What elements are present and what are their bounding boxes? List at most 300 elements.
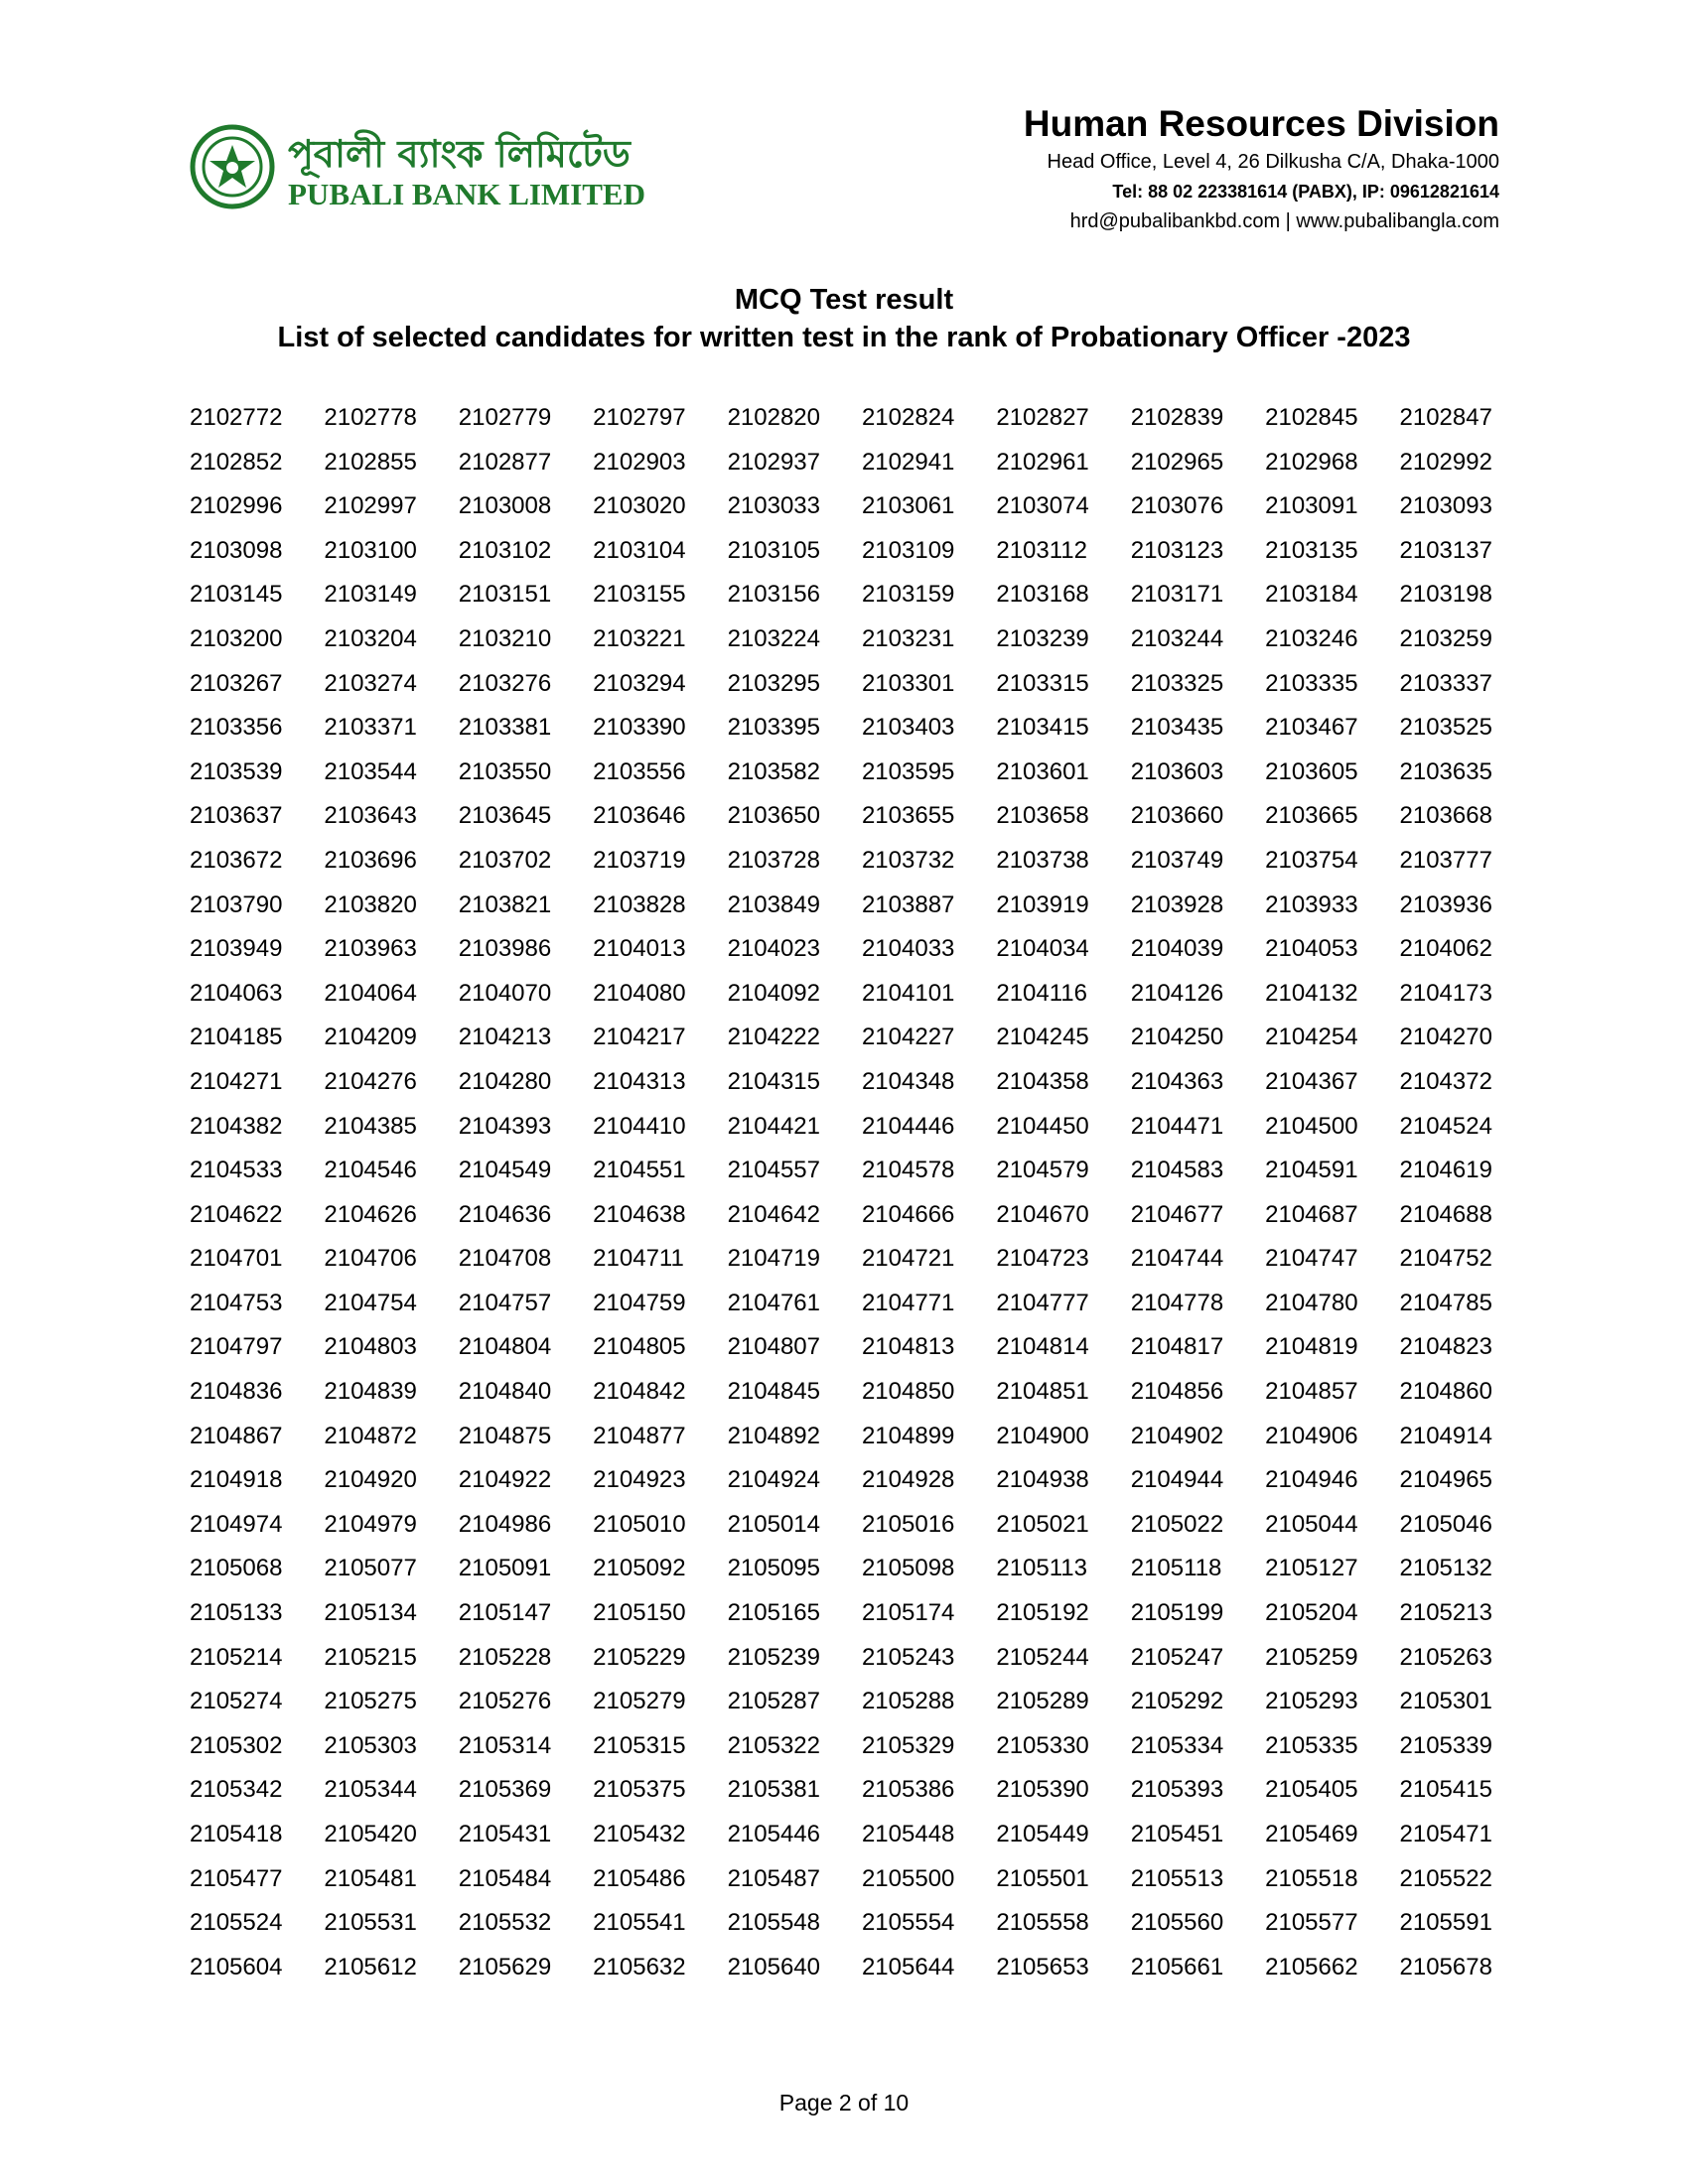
candidate-roll-number: 2103696 [324, 846, 417, 874]
candidate-roll-number: 2105068 [190, 1555, 283, 1582]
candidate-roll-number: 2103112 [996, 536, 1087, 564]
candidate-roll-number: 2103646 [593, 802, 686, 830]
candidate-roll-number: 2104250 [1130, 1024, 1224, 1051]
candidate-roll-number: 2103231 [861, 624, 955, 652]
candidate-roll-number: 2103933 [1265, 890, 1358, 918]
candidate-row [190, 1237, 1540, 1282]
candidate-roll-number: 2105604 [190, 1953, 283, 1980]
candidate-roll-number: 2105022 [1130, 1510, 1224, 1538]
candidate-roll-number: 2102996 [190, 492, 283, 520]
candidate-roll-number: 2104860 [1399, 1378, 1492, 1406]
candidate-roll-number: 2103467 [1265, 714, 1358, 742]
candidate-roll-number: 2104410 [593, 1112, 686, 1140]
candidate-roll-number: 2105192 [996, 1599, 1089, 1627]
contact-line: hrd@pubalibankbd.com | www.pubalibangla.com [1069, 210, 1499, 232]
candidate-roll-number: 2103356 [190, 714, 283, 742]
candidate-roll-number: 2103403 [861, 714, 955, 742]
candidate-roll-number: 2104688 [1399, 1200, 1492, 1228]
candidate-roll-number: 2104080 [593, 979, 686, 1007]
candidate-roll-number: 2104711 [593, 1245, 684, 1273]
candidate-roll-number: 2102797 [593, 404, 686, 431]
candidate-roll-number: 2104393 [458, 1112, 552, 1140]
candidate-roll-number: 2105259 [1265, 1643, 1358, 1671]
candidate-roll-number: 2104132 [1265, 979, 1358, 1007]
candidate-roll-number: 2104213 [458, 1024, 552, 1051]
candidate-roll-number: 2105339 [1399, 1731, 1492, 1759]
candidate-roll-number: 2104840 [458, 1378, 552, 1406]
candidate-roll-number: 2105010 [593, 1510, 686, 1538]
candidate-roll-number: 2105420 [324, 1821, 417, 1847]
candidate-roll-number: 2102997 [324, 492, 417, 520]
candidate-roll-number: 2105092 [593, 1555, 686, 1582]
candidate-roll-number: 2105021 [996, 1510, 1089, 1538]
candidate-roll-number: 2104670 [996, 1200, 1089, 1228]
candidate-roll-number: 2105091 [458, 1555, 552, 1582]
candidate-roll-number: 2103091 [1265, 492, 1358, 520]
candidate-roll-number: 2103074 [996, 492, 1089, 520]
candidate-roll-number: 2104063 [190, 979, 283, 1007]
candidate-roll-number: 2102877 [458, 448, 552, 476]
candidate-roll-number: 2105228 [458, 1643, 552, 1671]
candidate-row [190, 794, 1540, 839]
candidate-roll-number: 2103104 [593, 536, 686, 564]
candidate-roll-number: 2103145 [190, 581, 283, 609]
candidate-row [190, 1680, 1540, 1724]
candidate-roll-number: 2105477 [190, 1864, 283, 1892]
candidate-roll-number: 2103672 [190, 846, 283, 874]
candidate-roll-number: 2104062 [1399, 935, 1492, 963]
candidate-roll-number: 2103102 [458, 536, 552, 564]
candidate-roll-number: 2103643 [324, 802, 417, 830]
candidate-roll-number: 2103210 [458, 624, 552, 652]
candidate-row [190, 1370, 1540, 1415]
candidate-roll-number: 2103137 [1399, 536, 1492, 564]
candidate-roll-number: 2105342 [190, 1776, 283, 1804]
candidate-roll-number: 2103603 [1130, 757, 1224, 785]
candidate-roll-number: 2103020 [593, 492, 686, 520]
candidate-row [190, 839, 1540, 884]
candidate-roll-number: 2105558 [996, 1909, 1089, 1937]
candidate-roll-number: 2105629 [458, 1953, 552, 1980]
candidate-roll-number: 2103098 [190, 536, 283, 564]
candidate-roll-number: 2105046 [1399, 1510, 1492, 1538]
candidate-roll-number: 2102852 [190, 448, 283, 476]
candidate-roll-number: 2105344 [324, 1776, 417, 1804]
candidate-roll-number: 2102941 [861, 448, 955, 476]
candidate-roll-number: 2104254 [1265, 1024, 1358, 1051]
division-header [1024, 101, 1499, 236]
candidate-roll-number: 2104209 [324, 1024, 417, 1051]
candidate-roll-number: 2105524 [190, 1909, 283, 1937]
candidate-roll-number: 2103658 [996, 802, 1089, 830]
candidate-roll-number: 2103635 [1399, 757, 1492, 785]
candidate-roll-number: 2104701 [190, 1245, 283, 1273]
candidate-roll-number: 2103550 [458, 757, 552, 785]
candidate-roll-number: 2104666 [861, 1200, 955, 1228]
candidate-roll-number: 2103244 [1130, 624, 1224, 652]
candidate-roll-number: 2103381 [458, 714, 552, 742]
candidate-roll-number: 2105554 [861, 1909, 955, 1937]
candidate-roll-number: 2105127 [1265, 1555, 1358, 1582]
candidate-roll-number: 2103135 [1265, 536, 1358, 564]
candidate-roll-number: 2103928 [1130, 890, 1224, 918]
candidate-roll-number: 2104280 [458, 1067, 552, 1095]
candidate-roll-number: 2105334 [1130, 1731, 1224, 1759]
candidate-roll-number: 2103637 [190, 802, 283, 830]
candidate-roll-number: 2105204 [1265, 1599, 1358, 1627]
candidate-roll-number: 2105644 [861, 1953, 955, 1980]
candidate-roll-number: 2105591 [1399, 1909, 1492, 1937]
candidate-roll-number: 2104814 [996, 1333, 1089, 1361]
candidate-roll-number: 2102847 [1399, 404, 1492, 431]
candidate-roll-number: 2104173 [1399, 979, 1492, 1007]
candidate-roll-number: 2105239 [727, 1643, 820, 1671]
candidate-row [190, 706, 1540, 751]
candidate-roll-number: 2105044 [1265, 1510, 1358, 1538]
candidate-roll-number: 2104270 [1399, 1024, 1492, 1051]
candidate-roll-number: 2105016 [861, 1510, 955, 1538]
candidate-roll-number: 2105279 [593, 1688, 686, 1715]
bank-name-english: PUBALI BANK LIMITED [288, 177, 645, 211]
candidate-roll-number: 2102903 [593, 448, 686, 476]
candidate-roll-number: 2104771 [861, 1289, 955, 1316]
candidate-roll-number: 2104500 [1265, 1112, 1358, 1140]
candidate-roll-number: 2104979 [324, 1510, 417, 1538]
candidate-roll-number: 2104807 [727, 1333, 820, 1361]
candidate-roll-number: 2104313 [593, 1067, 686, 1095]
candidate-row [190, 1415, 1540, 1459]
candidate-roll-number: 2105133 [190, 1599, 283, 1627]
candidate-roll-number: 2105531 [324, 1909, 417, 1937]
candidate-roll-number: 2104013 [593, 935, 686, 963]
candidate-roll-number: 2105274 [190, 1688, 283, 1715]
bank-logo [189, 121, 655, 212]
candidate-roll-number: 2105518 [1265, 1864, 1358, 1892]
candidate-roll-number: 2105393 [1130, 1776, 1224, 1804]
candidate-roll-number: 2104923 [593, 1466, 686, 1494]
candidate-roll-number: 2105640 [727, 1953, 820, 1980]
candidate-roll-number: 2105275 [324, 1688, 417, 1715]
candidate-row [190, 1325, 1540, 1370]
candidate-roll-number: 2104677 [1130, 1200, 1224, 1228]
candidate-roll-number: 2104857 [1265, 1378, 1358, 1406]
candidate-roll-number: 2103246 [1265, 624, 1358, 652]
candidate-roll-number: 2103655 [861, 802, 955, 830]
candidate-roll-number: 2103105 [727, 536, 820, 564]
candidate-roll-number: 2103325 [1130, 669, 1224, 697]
candidate-roll-number: 2103660 [1130, 802, 1224, 830]
candidate-roll-number: 2104217 [593, 1024, 686, 1051]
candidate-roll-number: 2103544 [324, 757, 417, 785]
candidate-roll-number: 2105098 [861, 1555, 955, 1582]
candidate-roll-number: 2105289 [996, 1688, 1089, 1715]
candidate-roll-number: 2103294 [593, 669, 686, 697]
candidate-roll-number: 2103790 [190, 890, 283, 918]
candidate-roll-number: 2102820 [727, 404, 820, 431]
candidate-roll-number: 2104723 [996, 1245, 1089, 1273]
candidate-roll-number: 2104906 [1265, 1422, 1358, 1449]
candidate-roll-number: 2103525 [1399, 714, 1492, 742]
candidate-roll-number: 2104524 [1399, 1112, 1492, 1140]
candidate-roll-number: 2104706 [324, 1245, 417, 1273]
candidate-roll-number: 2103601 [996, 757, 1089, 785]
candidate-roll-number: 2103155 [593, 581, 686, 609]
candidate-roll-number: 2104877 [593, 1422, 686, 1449]
candidate-roll-number: 2105500 [861, 1864, 955, 1892]
candidate-roll-number: 2104626 [324, 1200, 417, 1228]
candidate-roll-number: 2104813 [861, 1333, 955, 1361]
candidate-roll-number: 2105369 [458, 1776, 552, 1804]
candidate-roll-number: 2102992 [1399, 448, 1492, 476]
candidate-roll-number: 2104719 [727, 1245, 820, 1273]
candidate-roll-number: 2104546 [324, 1157, 417, 1184]
document-subtitle: List of selected candidates for written test in the rank of Probationary Officer -2023 [277, 322, 1411, 353]
candidate-roll-number: 2104315 [727, 1067, 820, 1095]
candidate-roll-number: 2103151 [458, 581, 552, 609]
candidate-roll-number: 2104872 [324, 1422, 417, 1449]
candidate-roll-number: 2103274 [324, 669, 417, 697]
candidate-roll-number: 2103093 [1399, 492, 1492, 520]
candidate-roll-number: 2105132 [1399, 1555, 1492, 1582]
candidate-roll-number: 2103335 [1265, 669, 1358, 697]
candidate-roll-number: 2104918 [190, 1466, 283, 1494]
candidate-roll-number: 2104928 [861, 1466, 955, 1494]
candidate-roll-number: 2103168 [996, 581, 1089, 609]
candidate-roll-number: 2104276 [324, 1067, 417, 1095]
candidate-roll-number: 2102845 [1265, 404, 1358, 431]
candidate-roll-number: 2104867 [190, 1422, 283, 1449]
phone-line: Tel: 88 02 223381614 (PABX), IP: 09612821614 [1112, 182, 1499, 202]
candidate-roll-number: 2103963 [324, 935, 417, 963]
candidate-roll-number: 2102839 [1130, 404, 1224, 431]
candidate-roll-number: 2104471 [1130, 1112, 1224, 1140]
candidate-roll-number: 2103239 [996, 624, 1089, 652]
candidate-roll-number: 2104557 [727, 1157, 820, 1184]
candidate-roll-number: 2104744 [1130, 1245, 1224, 1273]
candidate-roll-number: 2105381 [727, 1776, 820, 1804]
candidate-roll-number: 2105118 [1130, 1555, 1222, 1582]
candidate-roll-number: 2104780 [1265, 1289, 1358, 1316]
candidate-roll-number: 2105292 [1130, 1688, 1224, 1715]
candidate-roll-number: 2103949 [190, 935, 283, 963]
candidate-roll-number: 2105612 [324, 1953, 417, 1980]
candidate-roll-number: 2103033 [727, 492, 820, 520]
candidate-roll-number: 2105560 [1130, 1909, 1224, 1937]
candidate-roll-number: 2105315 [593, 1731, 686, 1759]
candidate-roll-number: 2104421 [727, 1112, 820, 1140]
candidate-row [190, 1016, 1540, 1060]
candidate-roll-number: 2103415 [996, 714, 1089, 742]
candidate-roll-number: 2103390 [593, 714, 686, 742]
candidate-roll-number: 2104092 [727, 979, 820, 1007]
candidate-roll-number: 2103149 [324, 581, 417, 609]
candidate-roll-number: 2104185 [190, 1024, 283, 1051]
candidate-roll-number: 2103849 [727, 890, 820, 918]
candidate-roll-number: 2105229 [593, 1643, 686, 1671]
candidate-roll-grid [190, 396, 1540, 1989]
candidate-row [190, 1547, 1540, 1591]
candidate-roll-number: 2105314 [458, 1731, 552, 1759]
candidate-roll-number: 2103371 [324, 714, 417, 742]
candidate-roll-number: 2104965 [1399, 1466, 1492, 1494]
candidate-roll-number: 2103109 [861, 536, 955, 564]
candidate-roll-number: 2104638 [593, 1200, 686, 1228]
candidate-roll-number: 2104823 [1399, 1333, 1492, 1361]
candidate-row [190, 972, 1540, 1017]
office-address: Head Office, Level 4, 26 Dilkusha C/A, Dhaka-1000 [1047, 151, 1499, 173]
candidate-roll-number: 2105678 [1399, 1953, 1492, 1980]
candidate-roll-number: 2104920 [324, 1466, 417, 1494]
candidate-roll-number: 2104033 [861, 935, 955, 963]
candidate-roll-number: 2104761 [727, 1289, 820, 1316]
candidate-roll-number: 2105405 [1265, 1776, 1358, 1804]
candidate-roll-number: 2104101 [861, 979, 955, 1007]
candidate-roll-number: 2105522 [1399, 1864, 1492, 1892]
candidate-row [190, 1813, 1540, 1857]
candidate-roll-number: 2103738 [996, 846, 1089, 874]
candidate-roll-number: 2105532 [458, 1909, 552, 1937]
candidate-roll-number: 2104583 [1130, 1157, 1224, 1184]
candidate-roll-number: 2104902 [1130, 1422, 1224, 1449]
candidate-roll-number: 2103159 [861, 581, 955, 609]
candidate-roll-number: 2103008 [458, 492, 552, 520]
candidate-roll-number: 2104946 [1265, 1466, 1358, 1494]
candidate-roll-number: 2105287 [727, 1688, 820, 1715]
candidate-roll-number: 2103156 [727, 581, 820, 609]
candidate-row [190, 1282, 1540, 1326]
candidate-roll-number: 2103395 [727, 714, 820, 742]
candidate-row [190, 1105, 1540, 1150]
candidate-roll-number: 2104892 [727, 1422, 820, 1449]
candidate-row [190, 884, 1540, 928]
candidate-roll-number: 2105243 [861, 1643, 955, 1671]
candidate-roll-number: 2103582 [727, 757, 820, 785]
candidate-roll-number: 2105095 [727, 1555, 820, 1582]
candidate-roll-number: 2105165 [727, 1599, 820, 1627]
candidate-roll-number: 2104974 [190, 1510, 283, 1538]
candidate-roll-number: 2103224 [727, 624, 820, 652]
candidate-roll-number: 2104803 [324, 1333, 417, 1361]
candidate-roll-number: 2105199 [1130, 1599, 1224, 1627]
candidate-roll-number: 2104034 [996, 935, 1089, 963]
candidate-row [190, 751, 1540, 795]
candidate-roll-number: 2104372 [1399, 1067, 1492, 1095]
candidate-roll-number: 2102779 [458, 404, 552, 431]
candidate-roll-number: 2103061 [861, 492, 955, 520]
candidate-roll-number: 2104064 [324, 979, 417, 1007]
candidate-row [190, 1857, 1540, 1902]
candidate-roll-number: 2103123 [1130, 536, 1224, 564]
candidate-roll-number: 2104777 [996, 1289, 1089, 1316]
candidate-roll-number: 2103828 [593, 890, 686, 918]
candidate-roll-number: 2105322 [727, 1731, 820, 1759]
candidate-roll-number: 2103295 [727, 669, 820, 697]
candidate-roll-number: 2104070 [458, 979, 552, 1007]
candidate-roll-number: 2103754 [1265, 846, 1358, 874]
candidate-roll-number: 2104845 [727, 1378, 820, 1406]
candidate-roll-number: 2103887 [861, 890, 955, 918]
candidate-roll-number: 2104819 [1265, 1333, 1358, 1361]
candidate-roll-number: 2104023 [727, 935, 820, 963]
candidate-roll-number: 2105451 [1130, 1821, 1224, 1847]
candidate-roll-number: 2105390 [996, 1776, 1089, 1804]
candidate-roll-number: 2104778 [1130, 1289, 1224, 1316]
candidate-roll-number: 2104721 [861, 1245, 955, 1273]
candidate-roll-number: 2103919 [996, 890, 1089, 918]
candidate-roll-number: 2104348 [861, 1067, 955, 1095]
bank-logo-graphic [189, 121, 655, 212]
candidate-roll-number: 2104579 [996, 1157, 1089, 1184]
candidate-row [190, 441, 1540, 485]
candidate-roll-number: 2103100 [324, 536, 417, 564]
candidate-row [190, 484, 1540, 529]
candidate-roll-number: 2104549 [458, 1157, 552, 1184]
candidate-roll-number: 2104747 [1265, 1245, 1358, 1273]
candidate-roll-number: 2104446 [861, 1112, 955, 1140]
candidate-roll-number: 2104382 [190, 1112, 283, 1140]
candidate-roll-number: 2105147 [458, 1599, 552, 1627]
candidate-roll-number: 2105484 [458, 1864, 552, 1892]
candidate-roll-number: 2104222 [727, 1024, 820, 1051]
candidate-roll-number: 2104752 [1399, 1245, 1492, 1273]
candidate-roll-number: 2103668 [1399, 802, 1492, 830]
document-title: MCQ Test result [734, 284, 954, 316]
candidate-row [190, 662, 1540, 707]
candidate-roll-number: 2103315 [996, 669, 1089, 697]
candidate-roll-number: 2103198 [1399, 581, 1492, 609]
candidate-roll-number: 2104914 [1399, 1422, 1492, 1449]
candidate-roll-number: 2103732 [861, 846, 955, 874]
candidate-roll-number: 2103204 [324, 624, 417, 652]
candidate-roll-number: 2102772 [190, 404, 283, 431]
candidate-roll-number: 2103267 [190, 669, 283, 697]
candidate-roll-number: 2104944 [1130, 1466, 1224, 1494]
candidate-row [190, 1193, 1540, 1238]
candidate-roll-number: 2103595 [861, 757, 955, 785]
candidate-roll-number: 2103719 [593, 846, 686, 874]
candidate-roll-number: 2104851 [996, 1378, 1089, 1406]
candidate-roll-number: 2104385 [324, 1112, 417, 1140]
candidate-roll-number: 2105487 [727, 1864, 820, 1892]
candidate-roll-number: 2105375 [593, 1776, 686, 1804]
candidate-roll-number: 2105302 [190, 1731, 283, 1759]
candidate-roll-number: 2104245 [996, 1024, 1089, 1051]
candidate-roll-number: 2105446 [727, 1821, 820, 1847]
candidate-roll-number: 2104450 [996, 1112, 1089, 1140]
page-number: Page 2 of 10 [778, 2090, 910, 2116]
candidate-row [190, 396, 1540, 441]
candidate-roll-number: 2104271 [190, 1067, 283, 1095]
candidate-roll-number: 2104839 [324, 1378, 417, 1406]
candidate-roll-number: 2105632 [593, 1953, 686, 1980]
candidate-roll-number: 2105415 [1399, 1776, 1492, 1804]
candidate-roll-number: 2103435 [1130, 714, 1224, 742]
candidate-roll-number: 2105247 [1130, 1643, 1224, 1671]
candidate-roll-number: 2104754 [324, 1289, 417, 1316]
candidate-roll-number: 2105661 [1130, 1953, 1224, 1980]
candidate-roll-number: 2103200 [190, 624, 283, 652]
candidate-roll-number: 2103076 [1130, 492, 1224, 520]
candidate-roll-number: 2105448 [861, 1821, 955, 1847]
candidate-roll-number: 2104875 [458, 1422, 552, 1449]
candidate-row [190, 1149, 1540, 1193]
candidate-roll-number: 2105174 [861, 1599, 955, 1627]
candidate-row [190, 617, 1540, 662]
candidate-roll-number: 2105471 [1399, 1821, 1492, 1847]
candidate-row [190, 1060, 1540, 1105]
candidate-roll-number: 2104804 [458, 1333, 552, 1361]
candidate-row [190, 1901, 1540, 1946]
